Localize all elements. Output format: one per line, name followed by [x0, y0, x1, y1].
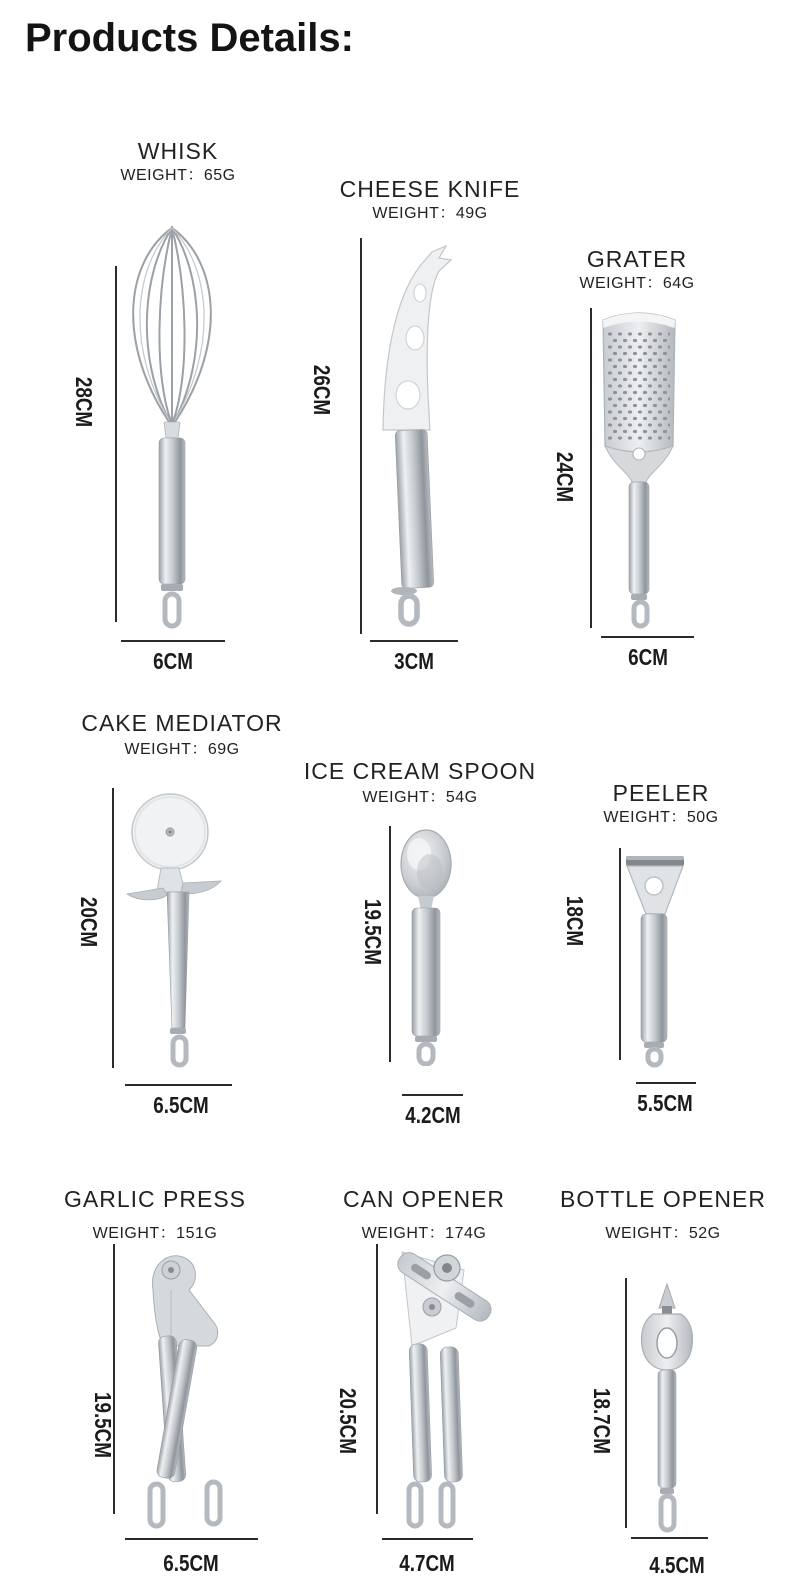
height-line [112, 788, 114, 1068]
width-line [125, 1084, 232, 1086]
product-card-whisk [55, 138, 301, 698]
width-label: 6.5CM [153, 1092, 209, 1118]
product-weight: WEIGHT：49G [372, 205, 488, 222]
peeler-image [620, 844, 700, 1068]
garlic-press-image [125, 1248, 260, 1530]
width-line [601, 636, 694, 638]
width-label: 6CM [628, 644, 668, 670]
cheese-knife-image [370, 234, 480, 634]
product-weight: WEIGHT：54G [362, 789, 478, 806]
product-name: GARLIC PRESS [64, 1186, 246, 1212]
product-weight: WEIGHT：64G [579, 275, 695, 292]
height-label: 19.5CM [360, 898, 386, 966]
width-label: 6.5CM [163, 1550, 219, 1576]
product-weight: WEIGHT：50G [603, 809, 719, 826]
product-name: BOTTLE OPENER [560, 1186, 766, 1212]
product-weight: WEIGHT：69G [124, 741, 240, 758]
height-label: 24CM [552, 451, 578, 503]
height-label: 19.5CM [90, 1391, 116, 1459]
product-weight: WEIGHT：174G [361, 1225, 487, 1242]
product-name: ICE CREAM SPOON [303, 758, 537, 784]
width-line [402, 1094, 463, 1096]
product-weight: WEIGHT：65G [120, 167, 236, 184]
product-name: GRATER [586, 246, 688, 272]
width-line [121, 640, 225, 642]
product-card-can-opener [310, 1186, 538, 1589]
width-label: 3CM [394, 648, 434, 674]
bottle-opener-image [628, 1282, 706, 1534]
height-label: 18.7CM [589, 1387, 615, 1455]
product-weight: WEIGHT：151G [92, 1225, 218, 1242]
product-card-ice-cream-spoon [300, 758, 540, 1148]
product-name: CAN OPENER [342, 1186, 506, 1212]
width-line [636, 1082, 696, 1084]
product-card-bottle-opener [540, 1186, 786, 1589]
product-card-grater [520, 246, 754, 686]
width-label: 4.5CM [649, 1552, 705, 1578]
can-opener-image [376, 1228, 512, 1530]
product-name: PEELER [612, 780, 710, 806]
cake-mediator-image [115, 788, 250, 1070]
product-name: WHISK [137, 138, 219, 164]
product-card-garlic-press [50, 1186, 260, 1589]
height-label: 28CM [71, 376, 97, 428]
width-line [382, 1538, 473, 1540]
grater-image [592, 298, 686, 630]
height-line [360, 238, 362, 634]
width-label: 6CM [153, 648, 193, 674]
height-label: 20CM [76, 896, 102, 948]
width-line [631, 1537, 708, 1539]
height-label: 18CM [562, 895, 588, 947]
width-line [125, 1538, 258, 1540]
height-label: 20.5CM [335, 1387, 361, 1455]
width-label: 4.7CM [399, 1550, 455, 1576]
whisk-image [111, 220, 233, 630]
width-line [370, 640, 458, 642]
product-weight: WEIGHT：52G [605, 1225, 721, 1242]
height-line [625, 1278, 627, 1528]
ice-cream-spoon-image [389, 826, 461, 1066]
width-label: 4.2CM [405, 1102, 461, 1128]
width-label: 5.5CM [637, 1090, 693, 1116]
product-name: CAKE MEDIATOR [81, 710, 283, 736]
product-name: CHEESE KNIFE [339, 176, 521, 202]
height-label: 26CM [309, 364, 335, 416]
page-title: Products Details: [25, 16, 354, 60]
product-card-cake-mediator [55, 710, 309, 1140]
product-card-peeler [540, 780, 782, 1140]
